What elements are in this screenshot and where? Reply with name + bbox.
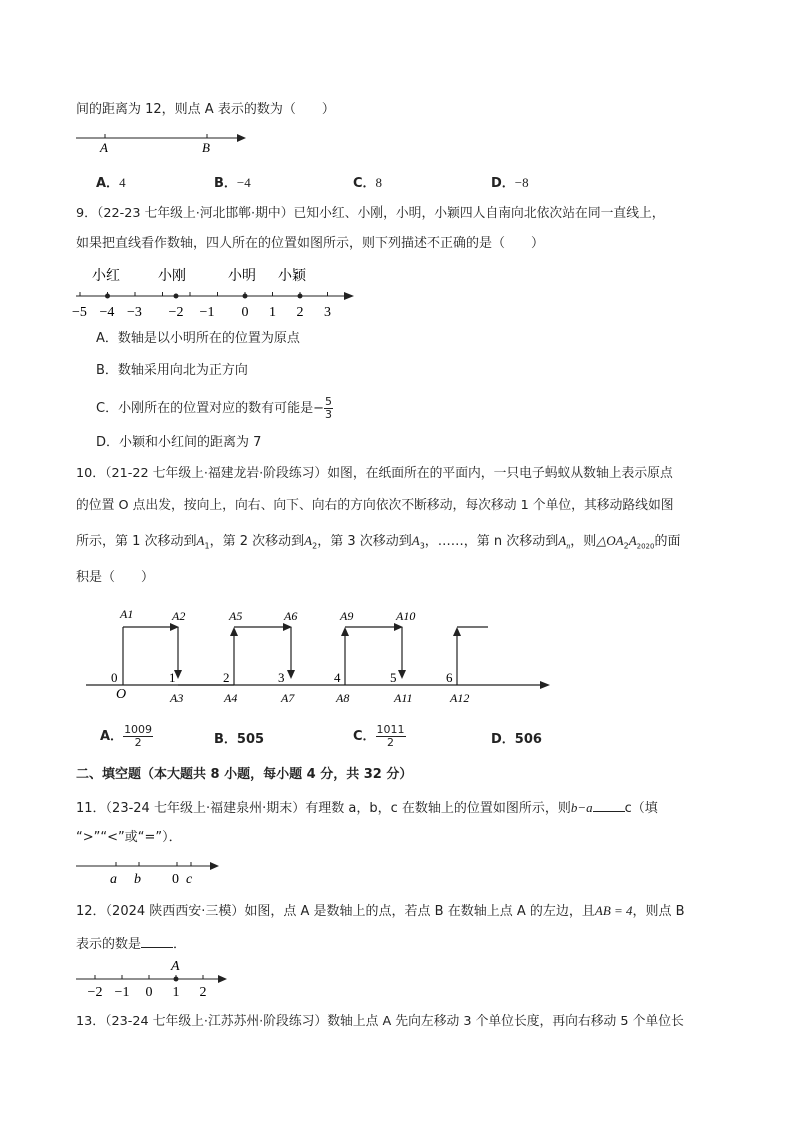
q9-option-b[interactable]: B．数轴采用向北为正方向 <box>96 363 248 378</box>
q9-tick-label: 0 <box>241 305 249 320</box>
q9-tick-label: −1 <box>199 305 215 320</box>
q10-label-a2: A2 <box>172 609 186 623</box>
q8-label-a: A <box>100 140 108 155</box>
q9-line1: 9．（22-23 七年级上·河北邯郸·期中）已知小红、小刚，小明，小颖四人自南向北依次站在同一直线上， <box>76 206 665 221</box>
q9-name-xiaohong: 小红 <box>92 269 120 284</box>
q11-answer-blank[interactable] <box>593 798 625 812</box>
q9-tick-label: −2 <box>168 305 184 320</box>
q10-origin-label: O <box>116 687 127 702</box>
q9-tick-label: 1 <box>269 305 276 320</box>
q11-label-zero: 0 <box>172 872 179 887</box>
q12-tick-label: 0 <box>145 985 153 1000</box>
q12-tick-label: 2 <box>199 985 207 1000</box>
q10-line1: 10．（21-22 七年级上·福建龙岩·阶段练习）如图，在纸面所在的平面内，一只电子蚂蚁从数轴上表示原点 <box>76 466 673 481</box>
q9-name-xiaogang: 小刚 <box>158 269 186 284</box>
q12-tick-label: 1 <box>172 985 180 1000</box>
q9-name-xiaoming: 小明 <box>228 269 256 284</box>
q9-line2: 如果把直线看作数轴，四人所在的位置如图所示，则下列描述不正确的是（ ） <box>76 236 545 251</box>
q11-line2: “>”“<”或“=”）． <box>76 830 182 845</box>
q10-label-a9: A9 <box>340 609 354 623</box>
q12-line2: 表示的数是 ． <box>76 934 186 954</box>
q10-option-c[interactable]: C． $\frac{1011}{2}$ <box>353 723 405 749</box>
q12-point-a <box>174 977 179 982</box>
q10-num: 2 <box>223 670 230 685</box>
q10-num: 4 <box>334 670 341 685</box>
q9-option-c[interactable]: C．小刚所在的位置对应的数有可能是− $\frac{5}{3}$ <box>96 395 332 421</box>
q9-name-xiaoying: 小颖 <box>278 269 306 284</box>
q10-line4: 积是（ ） <box>76 570 155 585</box>
q10-option-d[interactable]: D．506 <box>491 732 542 747</box>
q11-number-line <box>76 855 236 889</box>
q12-point-label-a: A <box>171 959 180 974</box>
q10-label-a10: A10 <box>396 609 416 623</box>
q12-answer-blank[interactable] <box>141 934 173 948</box>
q8-option-d[interactable]: D．−8 <box>491 175 529 191</box>
q11-line1: 11．（23-24 七年级上·福建泉州·期末）有理数 a，b，c 在数轴上的位置如图所示，则b−a c（填 <box>76 800 658 816</box>
q10-label-a5: A5 <box>229 609 243 623</box>
q9-ticks <box>80 292 328 296</box>
q10-label-a1: A1 <box>120 607 134 621</box>
q9-dot-xiaogang <box>174 294 179 299</box>
q10-num: 6 <box>446 670 453 685</box>
q10-num: 0 <box>111 670 118 685</box>
q9-dot-xiaoming <box>243 294 248 299</box>
q11-label-a: a <box>110 872 117 887</box>
q10-line3: 所示，第 1 次移动到$A_1$，第 2 次移动到$A_2$，第 3 次移动到$A_3$，……，第 n 次移动到$A_n$，则$\triangle OA_2A_{2020}$的面 <box>76 533 681 551</box>
q9-option-a[interactable]: A．数轴是以小明所在的位置为原点 <box>96 331 300 346</box>
q9-tick-label: 3 <box>324 305 331 320</box>
q10-option-b[interactable]: B．505 <box>214 732 265 747</box>
q13-line1: 13．（23-24 七年级上·江苏苏州·阶段练习）数轴上点 A 先向左移动 3 个单位长度，再向右移动 5 个单位长 <box>76 1014 684 1029</box>
q8-text: 间的距离为 12，则点 A 表示的数为（ ） <box>76 102 335 117</box>
section-heading-fill-in: 二、填空题（本大题共 8 小题，每小题 4 分，共 32 分） <box>76 767 413 782</box>
q12-line1: 12．（2024 陕西西安·三模）如图，点 A 是数轴上的点，若点 B 在数轴上点 A 的左边，且AB = 4，则点 B <box>76 903 685 919</box>
q10-label-a7: A7 <box>281 691 295 705</box>
q8-option-a[interactable]: A．4 <box>96 175 126 191</box>
q12-tick-label: −2 <box>87 985 103 1000</box>
q9-number-line <box>72 262 366 324</box>
q11-label-b: b <box>134 872 141 887</box>
q10-label-a8: A8 <box>336 691 350 705</box>
q9-tick-label: 2 <box>296 305 304 320</box>
q10-label-a11: A11 <box>394 691 413 705</box>
q9-option-d[interactable]: D．小颖和小红间的距离为 7 <box>96 435 262 450</box>
q10-num: 1 <box>169 670 176 685</box>
q10-label-a6: A6 <box>284 609 298 623</box>
q10-num: 5 <box>390 670 397 685</box>
q10-path-figure <box>86 604 556 708</box>
q9-tick-label: −5 <box>72 305 87 320</box>
q9-tick-label: −4 <box>99 305 115 320</box>
q12-number-line <box>76 956 236 1002</box>
q10-num: 3 <box>278 670 285 685</box>
q11-label-c: c <box>186 872 193 887</box>
q10-option-a[interactable]: A． $\frac{1009}{2}$ <box>100 723 153 749</box>
q8-option-b[interactable]: B．−4 <box>214 175 251 191</box>
q9-tick-label: −3 <box>127 305 142 320</box>
q12-tick-label: −1 <box>114 985 130 1000</box>
q10-label-a12: A12 <box>450 691 470 705</box>
q10-label-a4: A4 <box>224 691 238 705</box>
q10-line2: 的位置 O 点出发，按向上，向右、向下、向右的方向依次不断移动，每次移动 1 个单位，其移动路线如图 <box>76 498 674 513</box>
q9-dot-xiaoying <box>298 294 303 299</box>
q10-label-a3: A3 <box>170 691 184 705</box>
q9-dot-xiaohong <box>105 294 110 299</box>
q8-option-c[interactable]: C．8 <box>353 175 383 191</box>
q8-label-b: B <box>202 140 210 155</box>
q8-number-line <box>76 128 256 158</box>
